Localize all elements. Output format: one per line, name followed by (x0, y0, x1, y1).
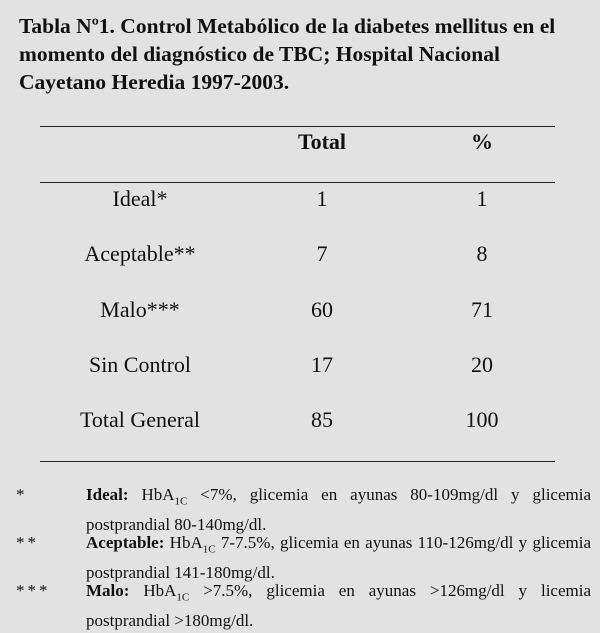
footnote-malo (16, 579, 591, 633)
footnote-hba: HbA (141, 485, 175, 504)
footnote-term: Aceptable: (86, 533, 165, 552)
row-label: Total General (79, 407, 200, 432)
row-percent: 8 (476, 241, 488, 266)
row-total: 60 (311, 297, 333, 322)
row-total: 1 (316, 186, 328, 211)
footnote-term: Ideal: (86, 485, 129, 504)
row-total: 85 (311, 407, 333, 432)
footnote-hba: HbA (143, 581, 177, 600)
header-percent: % (471, 129, 493, 154)
row-label: Sin Control (88, 352, 192, 377)
header-total: Total (297, 129, 347, 154)
table-row-malo (0, 295, 600, 325)
row-percent: 20 (471, 352, 493, 377)
row-total: 7 (316, 241, 328, 266)
row-label: Ideal* (112, 186, 168, 211)
footnote-subscript: 1C (174, 495, 188, 508)
footnote-text: <7%, glicemia en ayunas 80-109mg/dl y glicemia postprandial 80-140mg/dl. (86, 485, 592, 535)
top-rule (40, 126, 555, 127)
table-caption: Tabla Nº1. Control Metabólico de la diabetes mellitus en el momento del diagnóstico de TBC; Hospital Nacional Cayetano Heredia 1997-2003. (19, 14, 556, 94)
table-row-aceptable (0, 239, 600, 269)
row-percent: 1 (476, 186, 488, 211)
header-rule (40, 182, 555, 183)
footnote-subscript: 1C (202, 543, 216, 556)
footnote-mark: ** (16, 533, 39, 552)
row-percent: 100 (465, 407, 499, 432)
table-row-ideal (0, 184, 600, 214)
footnote-hba: HbA (169, 533, 203, 552)
footnote-text: 7-7.5%, glicemia en ayunas 110-126mg/dl y glicemia postprandial 141-180mg/dl. (86, 533, 591, 583)
bottom-rule (40, 461, 555, 462)
row-label: Aceptable** (84, 241, 196, 266)
row-percent: 71 (471, 297, 493, 322)
footnote-mark: * (16, 485, 28, 504)
footnote-aceptable (16, 531, 591, 585)
footnote-ideal (16, 483, 591, 537)
footnote-subscript: 1C (176, 591, 190, 604)
table-row-total-general (0, 405, 600, 435)
footnote-term: Malo: (86, 581, 130, 600)
table-row-sin-control (0, 350, 600, 380)
footnote-mark: *** (16, 581, 51, 600)
footnote-text: >7.5%, glicemia en ayunas >126mg/dl y licemia postprandial >180mg/dl. (86, 581, 591, 631)
row-total: 17 (311, 352, 333, 377)
row-label: Malo*** (100, 297, 180, 322)
